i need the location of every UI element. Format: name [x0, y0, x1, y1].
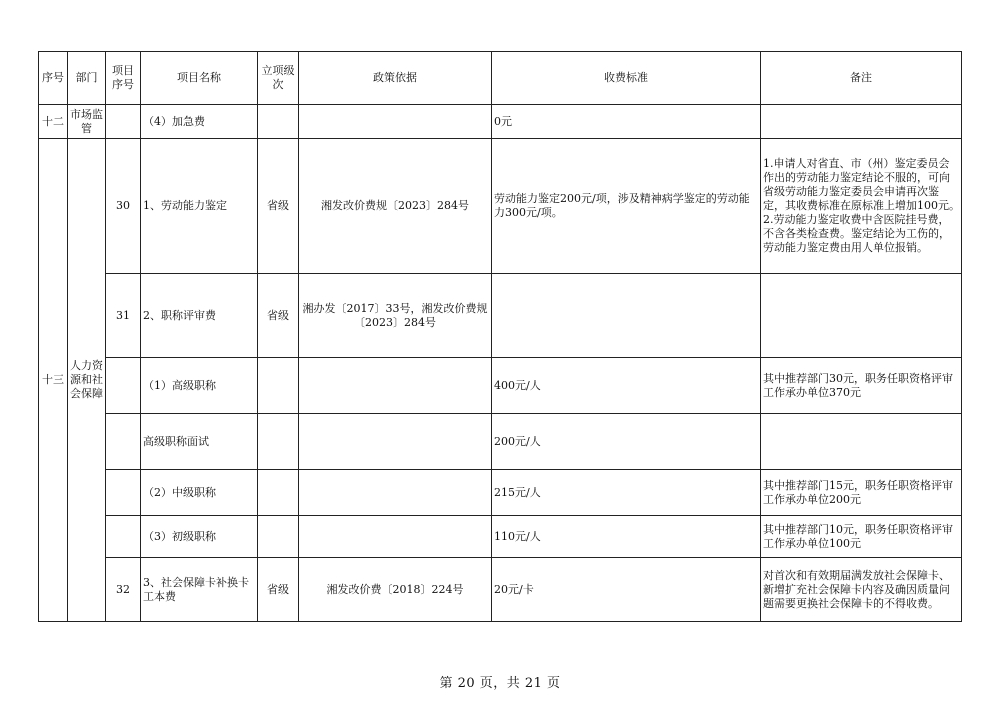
cell-level	[258, 414, 299, 470]
cell-level	[258, 470, 299, 516]
cell-item-name: 2、职称评审费	[141, 274, 258, 358]
cell-remark: 其中推荐部门10元，职务任职资格评审工作承办单位100元	[761, 516, 962, 558]
cell-item-seq	[106, 470, 141, 516]
cell-item-seq	[106, 516, 141, 558]
table-row	[39, 516, 962, 558]
cell-item-seq: 31	[106, 274, 141, 358]
cell-level: 省级	[258, 139, 299, 274]
cell-standard: 110元/人	[492, 516, 761, 558]
cell-policy	[299, 358, 492, 414]
cell-standard: 400元/人	[492, 358, 761, 414]
cell-remark: 其中推荐部门15元，职务任职资格评审工作承办单位200元	[761, 470, 962, 516]
cell-remark	[761, 274, 962, 358]
cell-standard	[492, 274, 761, 358]
header-item-name: 项目名称	[141, 52, 258, 105]
cell-level: 省级	[258, 274, 299, 358]
cell-remark: 对首次和有效期届满发放社会保障卡、新增扩充社会保障卡内容及确因质量问题需要更换社会保障卡的不得收费。	[761, 558, 962, 622]
cell-item-name: 1、劳动能力鉴定	[141, 139, 258, 274]
header-seq: 序号	[39, 52, 68, 105]
header-row	[39, 52, 962, 105]
cell-remark	[761, 414, 962, 470]
cell-item-name: （1）高级职称	[141, 358, 258, 414]
cell-item-name: 3、社会保障卡补换卡工本费	[141, 558, 258, 622]
cell-remark	[761, 105, 962, 139]
table-row	[39, 558, 962, 622]
header-remark: 备注	[761, 52, 962, 105]
cell-standard: 0元	[492, 105, 761, 139]
cell-policy: 湘办发〔2017〕33号，湘发改价费规〔2023〕284号	[299, 274, 492, 358]
cell-policy	[299, 105, 492, 139]
cell-item-name: 高级职称面试	[141, 414, 258, 470]
header-policy: 政策依据	[299, 52, 492, 105]
cell-item-name: （2）中级职称	[141, 470, 258, 516]
table-row	[39, 358, 962, 414]
cell-item-name: （4）加急费	[141, 105, 258, 139]
cell-policy	[299, 414, 492, 470]
cell-item-seq	[106, 414, 141, 470]
cell-item-seq	[106, 105, 141, 139]
cell-item-name: （3）初级职称	[141, 516, 258, 558]
cell-standard: 20元/卡	[492, 558, 761, 622]
page-footer: 第 20 页，共 21 页	[439, 676, 561, 691]
header-level: 立项级次	[258, 52, 299, 105]
fee-table	[38, 51, 966, 622]
table-row	[39, 470, 962, 516]
cell-policy	[299, 470, 492, 516]
header-standard: 收费标准	[492, 52, 761, 105]
cell-item-seq: 32	[106, 558, 141, 622]
header-item-seq: 项目序号	[106, 52, 141, 105]
header-dept: 部门	[68, 52, 106, 105]
table-row	[39, 274, 962, 358]
cell-remark: 1.申请人对省直、市（州）鉴定委员会作出的劳动能力鉴定结论不服的，可向省级劳动能力鉴定委员会申请再次鉴定，其收费标准在原标准上增加100元。 2.劳动能力鉴定收费中含医院挂号费，不含各类检查费。鉴定结论为工伤的，劳动能力鉴定费由用人单位报销。	[761, 139, 962, 274]
cell-level	[258, 516, 299, 558]
cell-policy: 湘发改价费规〔2023〕284号	[299, 139, 492, 274]
cell-level: 省级	[258, 558, 299, 622]
cell-item-seq: 30	[106, 139, 141, 274]
table-row	[39, 105, 962, 139]
cell-standard: 200元/人	[492, 414, 761, 470]
cell-seq: 十三	[39, 139, 68, 622]
cell-dept: 人力资源和社会保障	[68, 139, 106, 622]
cell-item-seq	[106, 358, 141, 414]
cell-standard: 215元/人	[492, 470, 761, 516]
cell-policy	[299, 516, 492, 558]
table-row	[39, 139, 962, 274]
cell-standard: 劳动能力鉴定200元/项，涉及精神病学鉴定的劳动能力300元/项。	[492, 139, 761, 274]
cell-level	[258, 358, 299, 414]
cell-seq: 十二	[39, 105, 68, 139]
cell-policy: 湘发改价费〔2018〕224号	[299, 558, 492, 622]
cell-dept: 市场监管	[68, 105, 106, 139]
cell-remark: 其中推荐部门30元，职务任职资格评审工作承办单位370元	[761, 358, 962, 414]
cell-level	[258, 105, 299, 139]
table-row	[39, 414, 962, 470]
